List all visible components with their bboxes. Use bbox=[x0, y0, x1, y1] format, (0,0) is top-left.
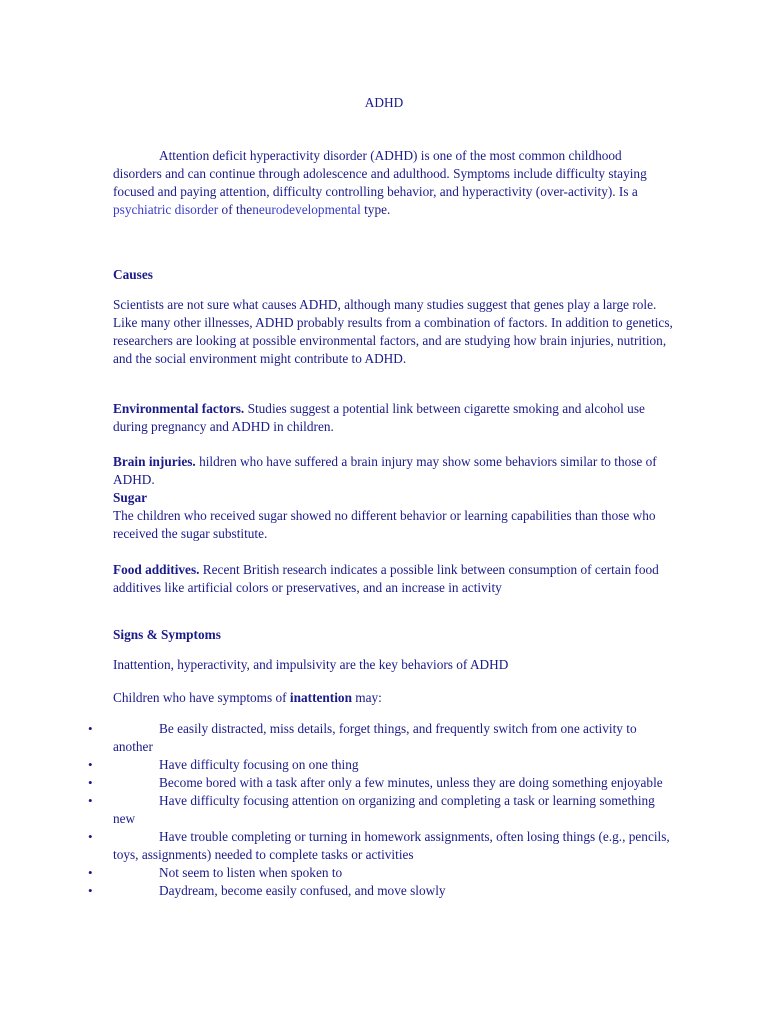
inattention-bold: inattention bbox=[289, 690, 352, 705]
link-neurodevelopmental[interactable]: neurodevelopmental bbox=[252, 202, 361, 217]
environmental-factors-paragraph bbox=[113, 400, 673, 436]
food-additives-label: Food additives. bbox=[113, 562, 200, 577]
bullet-icon: • bbox=[88, 883, 93, 898]
list-item bbox=[0, 828, 673, 864]
inattention-symptom-list bbox=[0, 720, 768, 900]
causes-heading: Causes bbox=[113, 267, 153, 282]
list-item bbox=[0, 864, 673, 882]
document-title: ADHD bbox=[364, 95, 404, 110]
intro-paragraph bbox=[113, 147, 673, 219]
signs-paragraph: Inattention, hyperactivity, and impulsivity are the key behaviors of ADHD bbox=[113, 657, 509, 672]
environmental-factors-text: Studies suggest a potential link between cigarette smoking and alcohol use during pregnancy and ADHD in children. bbox=[113, 401, 645, 434]
list-item bbox=[0, 882, 673, 900]
brain-injuries-label: Brain injuries. bbox=[113, 454, 196, 469]
sugar-heading: Sugar bbox=[113, 490, 147, 505]
inattention-intro bbox=[113, 689, 673, 707]
food-additives-paragraph bbox=[113, 561, 673, 597]
bullet-icon: • bbox=[88, 865, 93, 880]
list-item-text: Have difficulty focusing attention on organizing and completing a task or learning something new bbox=[113, 793, 655, 826]
environmental-factors-label: Environmental factors. bbox=[113, 401, 245, 416]
list-item-text: Not seem to listen when spoken to bbox=[159, 865, 343, 880]
link-psychiatric-disorder[interactable]: psychiatric disorder bbox=[113, 202, 219, 217]
list-item bbox=[0, 774, 673, 792]
list-item bbox=[0, 720, 673, 756]
list-item-text: Have trouble completing or turning in homework assignments, often losing things (e.g., pencils, toys, assignments) needed to complete tasks or activities bbox=[113, 829, 670, 862]
list-item bbox=[0, 756, 673, 774]
list-item-text: Be easily distracted, miss details, forget things, and frequently switch from one activity to another bbox=[113, 721, 637, 754]
signs-symptoms-heading: Signs & Symptoms bbox=[113, 627, 221, 642]
inattention-post: may: bbox=[351, 690, 382, 705]
brain-injuries-text: hildren who have suffered a brain injury may show some behaviors similar to those of ADHD. bbox=[113, 454, 657, 487]
list-item bbox=[0, 792, 673, 828]
bullet-icon: • bbox=[88, 829, 93, 844]
list-item-text: Have difficulty focusing on one thing bbox=[159, 757, 359, 772]
bullet-icon: • bbox=[88, 757, 93, 772]
bullet-icon: • bbox=[88, 793, 93, 808]
food-additives-text: Recent British research indicates a possible link between consumption of certain food additives like artificial colors or preservatives, and an increase in activity bbox=[113, 562, 659, 595]
brain-injuries-paragraph bbox=[113, 453, 673, 489]
causes-paragraph: Scientists are not sure what causes ADHD, although many studies suggest that genes play a large role. Like many other illnesses, ADHD probably results from a combination of factors. In addition to genetics, researchers are looking at possible environmental factors, and are studying how brain injuries, nutrition, and the social environment might contribute to ADHD. bbox=[113, 297, 673, 366]
bullet-icon: • bbox=[88, 775, 93, 790]
sugar-paragraph: The children who received sugar showed no different behavior or learning capabilities than those who received the sugar substitute. bbox=[113, 508, 656, 541]
bullet-icon: • bbox=[88, 721, 93, 736]
intro-text-2: of the bbox=[218, 202, 253, 217]
inattention-pre: Children who have symptoms of bbox=[113, 690, 290, 705]
intro-text-3: type. bbox=[360, 202, 391, 217]
intro-text-1: Attention deficit hyperactivity disorder (ADHD) is one of the most common childhood disorders and can continue through adolescence and adulthood. Symptoms include difficulty staying focused and paying attention, difficulty controlling behavior, and hyperactivity (over-activity). Is a bbox=[113, 148, 647, 199]
list-item-text: Become bored with a task after only a few minutes, unless they are doing something enjoyable bbox=[159, 775, 663, 790]
list-item-text: Daydream, become easily confused, and move slowly bbox=[159, 883, 446, 898]
